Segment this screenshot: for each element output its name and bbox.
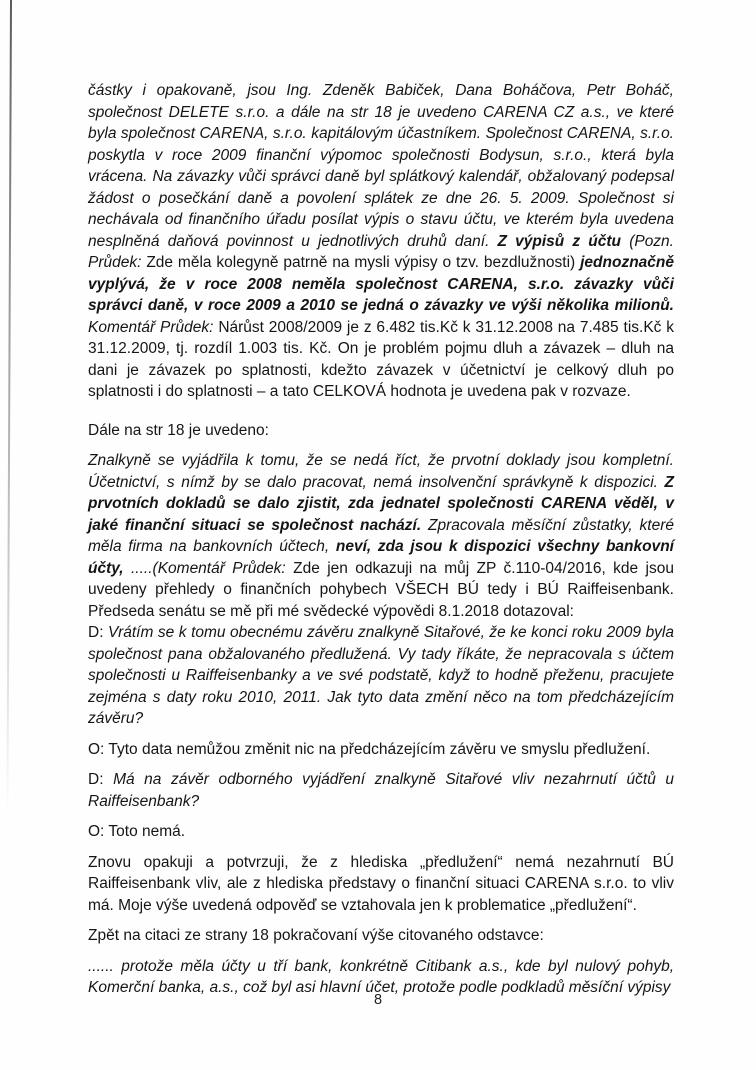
text-segment: ...... <box>88 957 122 975</box>
paragraph <box>88 821 674 843</box>
page-number: 8 <box>373 992 383 1008</box>
text-segment: částky i opakovaně, jsou Ing. Zdeněk Babiček, Dana Boháčova, Petr Boháč, společnost DELETE s.r.o. a dále na str 18 je uvedeno CARENA CZ a.s., ve které byla společnost CARENA, s.r.o. kapitálovým účastníkem. Společnost CARENA, s.r.o. poskytla v roce 2009 finanční výpomoc společnosti Bodysun, s.r.o., která byla vrácena. Na závazky vůči správci daně byl splátkový kalendář, obžalovaný podepsal žádost o posečkání daně a povolení splátek ze dne 26. 5. 2009. Společnost si nechávala od finančního úřadu posílat výpis o stavu účtu, ve kterém byla uvedena nesplněná daňová povinnost u jednotlivých druhů daní. <box>88 82 674 250</box>
paragraph <box>88 450 674 730</box>
text-segment: neví, zda jsou k dispozici všechny bankovní účty, <box>88 538 674 577</box>
text-segment: O: Tyto data nemůžou změnit nic na předcházejícím závěru ve smyslu předlužení. <box>88 740 651 758</box>
paragraph <box>88 739 674 761</box>
paragraph <box>88 420 674 442</box>
text-segment: Z prvotních dokladů se dalo zjistit, zda jednatel společnosti CARENA věděl, v jaké finanční situaci se společnost nachází. <box>88 473 674 534</box>
text-segment: Znovu opakuji a potvrzuji, že z hlediska „předlužení“ nemá nezahrnutí BÚ Raiffeisenbank vliv, ale z hlediska představy o finanční situaci CARENA s.r.o. to vliv má. Moje výše uvedená odpověď se vztahovala jen k problematice „předlužení“. <box>88 853 674 914</box>
text-segment: D: <box>88 771 114 788</box>
text-segment: Z výpisů z účtu <box>497 232 630 250</box>
paragraph <box>88 769 674 812</box>
text-segment: Má na závěr odborného vyjádření znalkyně Sitařové vliv nezahrnutí účtů u Raiffeisenbank? <box>88 771 674 810</box>
text-segment: Zpět na citaci ze strany 18 pokračovaní výše citovaného odstavce: <box>88 927 544 944</box>
text-segment: (Pozn. Průdek: <box>88 232 674 271</box>
text-segment: jednoznačně vyplývá, že v roce 2008 neměla společnost CARENA, s.r.o. závazky vůči správci daně, v roce 2009 a 2010 se jedná o závazky ve výši několika milionů. <box>88 254 674 314</box>
text-segment: O: Toto nemá. <box>88 823 186 840</box>
text-segment: Zpracovala měsíční zůstatky, které měla firma na bankovních účtech, <box>88 516 674 555</box>
scan-artifact-line <box>6 0 12 815</box>
document-body <box>88 80 674 1008</box>
text-segment: Komentář Průdek: <box>88 318 219 336</box>
text-segment: Zde jen odkazuji na můj ZP č.110-04/2016, kde jsou uvedeny přehledy o finančních pohybech VŠECH BÚ tedy i BÚ Raiffeisenbank. Předseda senátu se mě při mé svědecké výpovědi 8.1.2018 dotazoval: <box>88 559 674 620</box>
text-segment: Nárůst 2008/2009 je z 6.482 tis.Kč k 31.12.2008 na 7.485 tis.Kč k 31.12.2009, tj. rozdíl 1.003 tis. Kč. On je problém pojmu dluh a závazek – dluh na dani je závazek po splatnosti, kdežto závazek v účetnictví je celkový dluh po splatnosti i do splatnosti – a tato CELKOVÁ hodnota je uvedena pak v rozvaze. <box>88 318 674 400</box>
text-segment: Vrátím se k tomu obecnému závěru znalkyně Sitařové, že ke konci roku 2009 byla společnost pana obžalovaného předlužená. Vy tady říkáte, že nepracovala s účtem společnosti u Raiffeisenbanky a ve své podstatě, když to hodně přeženu, pracujete zejména s daty roku 2010, 2011. Jak tyto data změní něco na tom předcházejícím závěru? <box>88 624 675 727</box>
text-segment: Dále na str 18 je uvedeno: <box>88 421 269 439</box>
paragraph <box>88 852 674 917</box>
text-segment: Zde měla kolegyně patrně na mysli výpisy o tzv. bezdlužnosti) <box>146 254 581 271</box>
text-segment: protože měla účty u tří bank, konkrétně Citibank a.s., kde byl nulový pohyb, Komerční banka, a.s., což byl asi hlavní účet, protože podle podkladů měsíční výpisy <box>88 957 674 996</box>
text-segment: .....(Komentář Průdek: <box>131 559 294 577</box>
paragraph <box>88 925 674 947</box>
text-segment: Znalkyně se vyjádřila k tomu, že se nedá říct, že prvotní doklady jsou kompletní. Účetnictví, s nímž by se dalo pracovat, nemá insolvenční správkyně k dispozici. <box>88 452 674 491</box>
text-segment: D: <box>88 624 109 641</box>
paragraph <box>88 80 674 403</box>
